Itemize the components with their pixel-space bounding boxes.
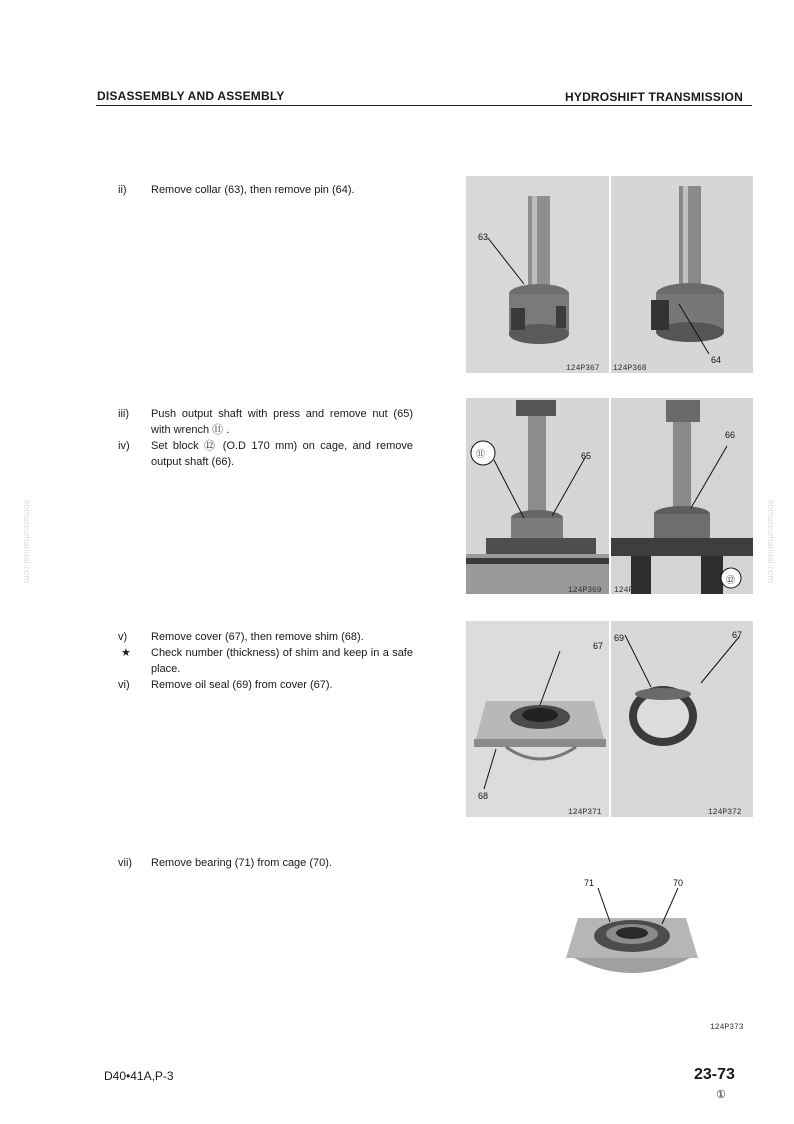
step-text: Check number (thickness) of shim and keep in a safe place. — [151, 647, 413, 675]
callout-70: 70 — [673, 878, 684, 888]
callout-71: 71 — [584, 878, 595, 888]
header-section-title: DISASSEMBLY AND ASSEMBLY — [97, 89, 285, 103]
step-iii — [118, 406, 418, 438]
photo-bearing-removal — [564, 876, 700, 988]
step-ii — [118, 182, 418, 202]
step-text: Remove collar (63), then remove pin (64). — [151, 184, 355, 196]
step-label: vii) — [118, 857, 133, 869]
step-vi — [118, 677, 418, 693]
figure-code: 124P370 — [614, 586, 648, 595]
callout-65: 65 — [581, 451, 592, 461]
callout-64: 64 — [711, 355, 722, 365]
photo-oil-seal-removal — [611, 621, 753, 817]
callout-67-cover: 67 — [732, 630, 743, 640]
photo-nut-removal — [466, 398, 609, 594]
figure-code: 124P367 — [566, 364, 600, 373]
callout-69: 69 — [614, 633, 625, 643]
step-vii — [118, 855, 418, 871]
star-icon: ★ — [121, 647, 131, 659]
figure-code: 124P372 — [708, 808, 742, 817]
header-chapter-title: HYDROSHIFT TRANSMISSION — [565, 90, 743, 104]
photo-pin-removal — [611, 176, 753, 373]
step-text: Remove oil seal (69) from cover (67). — [151, 679, 333, 691]
step-label: ii) — [118, 184, 127, 196]
step-note — [118, 645, 418, 677]
footer-model: D40•41A,P-3 — [104, 1069, 174, 1083]
step-iv — [118, 438, 418, 470]
callout-wrench: ⑪ — [476, 449, 486, 459]
footer-page-number: 23-73 — [694, 1066, 735, 1083]
photo-collar-removal — [466, 176, 609, 373]
watermark-right: komatsumanual.com — [766, 500, 776, 584]
callout-63: 63 — [478, 232, 489, 242]
step-label: v) — [118, 631, 128, 643]
callout-68: 68 — [478, 791, 489, 801]
callout-67: 67 — [593, 641, 604, 651]
figure-code: 124P368 — [613, 364, 647, 373]
figure-code: 124P369 — [568, 586, 602, 595]
step-text: Remove cover (67), then remove shim (68). — [151, 631, 364, 643]
figure-code: 124P371 — [568, 808, 602, 817]
photo-cover-removal — [466, 621, 609, 817]
photo-output-shaft-removal — [611, 398, 753, 594]
callout-block: ⑫ — [726, 575, 736, 585]
watermark-left: komatsumanual.com — [22, 500, 32, 584]
footer-revision-mark: ① — [716, 1089, 726, 1101]
step-label: iv) — [118, 440, 130, 452]
step-label: vi) — [118, 679, 130, 691]
step-v — [118, 629, 418, 645]
callout-66: 66 — [725, 430, 736, 440]
step-text: Set block ⑫ (O.D 170 mm) on cage, and remove output shaft (66). — [151, 440, 413, 468]
step-text: Remove bearing (71) from cage (70). — [151, 857, 332, 869]
step-text: Push output shaft with press and remove nut (65) with wrench ⑪ . — [151, 408, 413, 436]
step-label: iii) — [118, 408, 129, 420]
figure-code: 124P373 — [710, 1023, 744, 1032]
header-rule — [96, 105, 752, 106]
